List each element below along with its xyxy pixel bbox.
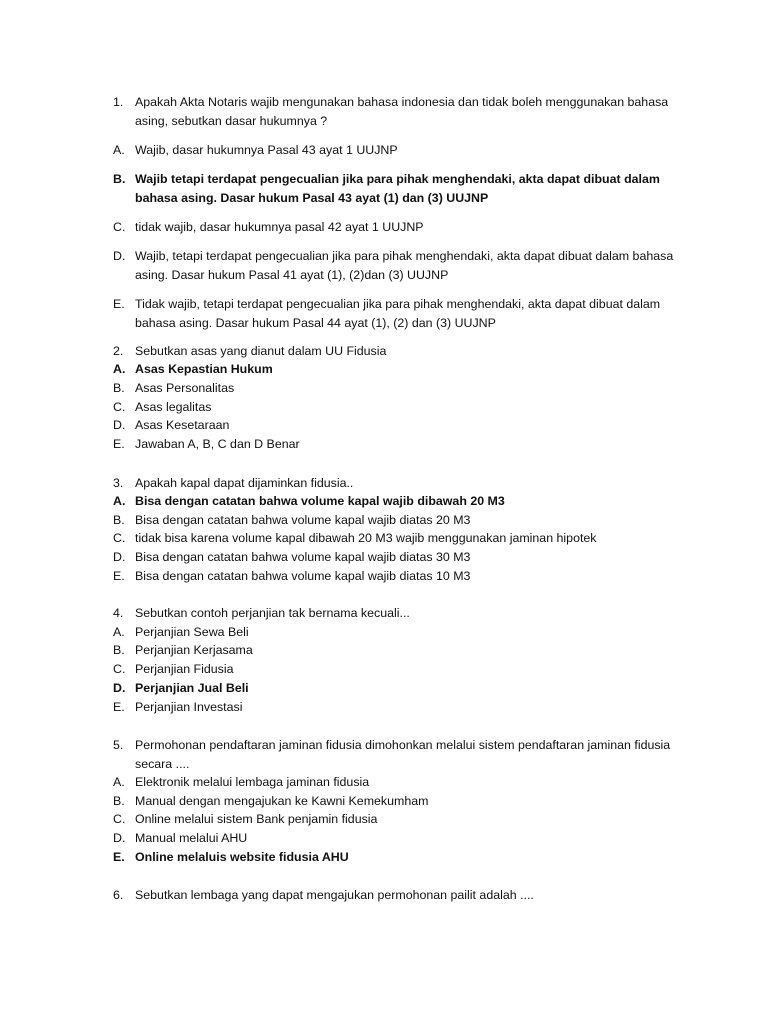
option-letter: C.: [113, 812, 126, 826]
option-2b: [113, 379, 683, 398]
option-letter: D.: [113, 681, 126, 695]
option-text: tidak wajib, dasar hukumnya pasal 42 ayat 1 UUJNP: [135, 220, 424, 234]
question-number: 1.: [113, 95, 124, 109]
question-text: Apakah kapal dapat dijaminkan fidusia..: [135, 476, 354, 490]
option-letter: D.: [113, 249, 126, 263]
question-text: Permohonan pendaftaran jaminan fidusia dimohonkan melalui sistem pendaftaran jaminan fidusia secara ....: [135, 738, 671, 771]
option-text: Perjanjian Fidusia: [135, 662, 234, 676]
question-text: Apakah Akta Notaris wajib mengunakan bahasa indonesia dan tidak boleh menggunakan bahasa asing, sebutkan dasar hukumnya ?: [135, 95, 669, 128]
option-text: Jawaban A, B, C dan D Benar: [135, 437, 300, 451]
option-text: Bisa dengan catatan bahwa volume kapal wajib dibawah 20 M3: [135, 494, 505, 508]
question-6: [113, 886, 683, 905]
option-5a: [113, 773, 683, 792]
option-letter: B.: [113, 794, 125, 808]
option-2d: [113, 416, 683, 435]
question-4: [113, 604, 683, 623]
option-2a-answer: [113, 360, 683, 379]
option-letter: B.: [113, 381, 125, 395]
option-text: Asas Personalitas: [135, 381, 235, 395]
option-3c: [113, 529, 683, 548]
option-5d: [113, 829, 683, 848]
option-5e-answer: [113, 848, 683, 867]
option-text: Elektronik melalui lembaga jaminan fidusia: [135, 775, 370, 789]
option-text: Perjanjian Kerjasama: [135, 643, 253, 657]
question-text: Sebutkan contoh perjanjian tak bernama kecuali...: [135, 606, 410, 620]
option-2e: [113, 435, 683, 454]
option-text: tidak bisa karena volume kapal dibawah 20 M3 wajib menggunakan jaminan hipotek: [135, 531, 597, 545]
option-1a: [113, 141, 683, 160]
option-5c: [113, 810, 683, 829]
option-letter: E.: [113, 700, 125, 714]
option-text: Tidak wajib, tetapi terdapat pengecualian jika para pihak menghendaki, akta dapat dibuat dalam bahasa asing. Dasar hukum Pasal 44 ayat (1), (2) dan (3) UUJNP: [135, 297, 661, 330]
option-text: Online melalui sistem Bank penjamin fidusia: [135, 812, 378, 826]
option-letter: E.: [113, 437, 125, 451]
option-5b: [113, 792, 683, 811]
question-1: [113, 93, 683, 131]
option-letter: C.: [113, 400, 126, 414]
question-number: 6.: [113, 888, 124, 902]
option-text: Asas Kepastian Hukum: [135, 362, 273, 376]
question-text: Sebutkan asas yang dianut dalam UU Fidusia: [135, 344, 387, 358]
option-text: Bisa dengan catatan bahwa volume kapal wajib diatas 30 M3: [135, 550, 471, 564]
option-letter: E.: [113, 569, 125, 583]
option-1b-answer: [113, 170, 683, 208]
option-letter: B.: [113, 172, 126, 186]
option-text: Perjanjian Jual Beli: [135, 681, 249, 695]
option-letter: A.: [113, 775, 125, 789]
option-text: Asas Kesetaraan: [135, 418, 230, 432]
question-number: 3.: [113, 476, 124, 490]
option-letter: D.: [113, 831, 126, 845]
option-4e: [113, 698, 683, 717]
option-3e: [113, 567, 683, 586]
option-1c: [113, 218, 683, 237]
option-letter: A.: [113, 362, 126, 376]
option-letter: C.: [113, 220, 126, 234]
question-number: 4.: [113, 606, 124, 620]
option-letter: C.: [113, 531, 126, 545]
option-1e: [113, 295, 683, 333]
question-3: [113, 474, 683, 493]
option-text: Bisa dengan catatan bahwa volume kapal wajib diatas 20 M3: [135, 513, 471, 527]
option-text: Asas legalitas: [135, 400, 212, 414]
option-text: Online melaluis website fidusia AHU: [135, 850, 349, 864]
option-letter: B.: [113, 643, 125, 657]
option-text: Wajib, dasar hukumnya Pasal 43 ayat 1 UUJNP: [135, 143, 398, 157]
option-3b: [113, 511, 683, 530]
question-text: Sebutkan lembaga yang dapat mengajukan permohonan pailit adalah ....: [135, 888, 534, 902]
option-4b: [113, 641, 683, 660]
option-letter: C.: [113, 662, 126, 676]
option-text: Manual dengan mengajukan ke Kawni Kemekumham: [135, 794, 429, 808]
option-letter: D.: [113, 418, 126, 432]
option-4a: [113, 623, 683, 642]
option-4d-answer: [113, 679, 683, 698]
option-2c: [113, 398, 683, 417]
option-1d: [113, 247, 683, 285]
option-text: Bisa dengan catatan bahwa volume kapal wajib diatas 10 M3: [135, 569, 471, 583]
option-text: Perjanjian Sewa Beli: [135, 625, 249, 639]
option-letter: A.: [113, 143, 125, 157]
option-letter: D.: [113, 550, 126, 564]
question-2: [113, 342, 683, 361]
question-5: [113, 736, 683, 774]
option-3d: [113, 548, 683, 567]
option-letter: E.: [113, 297, 125, 311]
option-text: Perjanjian Investasi: [135, 700, 243, 714]
option-letter: E.: [113, 850, 125, 864]
option-letter: A.: [113, 494, 126, 508]
question-number: 2.: [113, 344, 124, 358]
option-3a-answer: [113, 492, 683, 511]
option-letter: B.: [113, 513, 125, 527]
option-4c: [113, 660, 683, 679]
question-number: 5.: [113, 738, 124, 752]
option-text: Wajib tetapi terdapat pengecualian jika para pihak menghendaki, akta dapat dibuat dalam bahasa asing. Dasar hukum Pasal 43 ayat (1) dan (3) UUJNP: [135, 172, 660, 205]
option-text: Wajib, tetapi terdapat pengecualian jika para pihak menghendaki, akta dapat dibuat dalam bahasa asing. Dasar hukum Pasal 41 ayat (1), (2)dan (3) UUJNP: [135, 249, 674, 282]
option-letter: A.: [113, 625, 125, 639]
option-text: Manual melalui AHU: [135, 831, 248, 845]
